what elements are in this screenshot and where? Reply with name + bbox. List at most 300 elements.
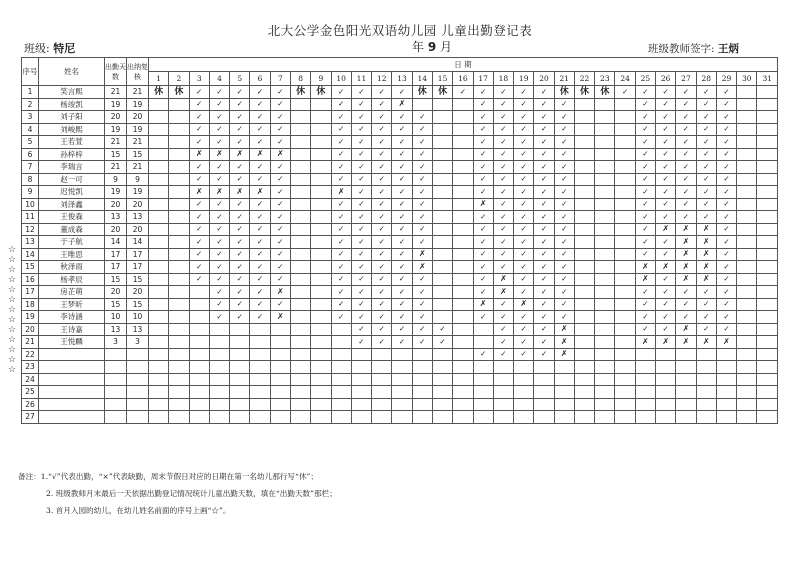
day-cell [311,148,331,161]
present-mark: ✓ [656,161,676,174]
day-cell [716,386,736,399]
present-mark: ✓ [656,198,676,211]
absent-mark: ✗ [696,336,716,349]
day-cell [169,198,189,211]
present-mark: ✓ [493,123,513,136]
present-mark: ✓ [392,198,412,211]
present-mark: ✓ [473,273,493,286]
day-cell [615,111,635,124]
present-mark: ✓ [534,111,554,124]
day-cell [149,411,169,424]
day-cell [453,198,473,211]
attendance-days-cell: 19 [105,123,127,136]
present-mark: ✓ [473,111,493,124]
seq-cell: 6 [22,148,39,161]
day-cell [432,386,452,399]
holiday-mark: 休 [311,86,331,99]
day-cell [737,261,757,274]
present-mark: ✓ [412,161,432,174]
absent-mark: ✗ [331,186,351,199]
day-cell [656,386,676,399]
present-mark: ✓ [493,323,513,336]
present-mark: ✓ [473,286,493,299]
present-mark: ✓ [716,161,736,174]
day-cell [615,311,635,324]
present-mark: ✓ [209,123,229,136]
present-mark: ✓ [412,273,432,286]
day-header: 28 [696,72,716,86]
day-cell [311,123,331,136]
present-mark: ✓ [696,186,716,199]
day-cell [149,198,169,211]
day-cell [453,236,473,249]
present-mark: ✓ [372,173,392,186]
day-cell [615,123,635,136]
present-mark: ✓ [635,248,655,261]
day-cell [574,286,594,299]
recheck-cell: 14 [127,236,149,249]
present-mark: ✓ [230,286,250,299]
present-mark: ✓ [493,348,513,361]
name-cell: 笑言熙 [39,86,105,99]
present-mark: ✓ [493,161,513,174]
present-mark: ✓ [351,111,371,124]
present-mark: ✓ [656,298,676,311]
attendance-body [22,86,778,424]
present-mark: ✓ [554,136,574,149]
present-mark: ✓ [473,223,493,236]
present-mark: ✓ [534,186,554,199]
present-mark: ✓ [696,173,716,186]
present-mark: ✓ [230,136,250,149]
name-cell: 孙梓梓 [39,148,105,161]
day-cell [432,136,452,149]
table-row [22,223,778,236]
day-cell [290,411,310,424]
day-cell [432,111,452,124]
present-mark: ✓ [351,136,371,149]
present-mark: ✓ [635,236,655,249]
day-cell [737,136,757,149]
present-mark: ✓ [473,348,493,361]
present-mark: ✓ [635,173,655,186]
name-cell: 房芷萌 [39,286,105,299]
present-mark: ✓ [372,148,392,161]
day-cell [169,98,189,111]
present-mark: ✓ [554,261,574,274]
present-mark: ✓ [514,161,534,174]
present-mark: ✓ [696,311,716,324]
name-header: 姓名 [39,58,105,86]
present-mark: ✓ [716,261,736,274]
present-mark: ✓ [250,311,270,324]
present-mark: ✓ [493,136,513,149]
absent-mark: ✗ [554,348,574,361]
name-cell: 赵一可 [39,173,105,186]
present-mark: ✓ [473,148,493,161]
present-mark: ✓ [351,298,371,311]
present-mark: ✓ [351,186,371,199]
day-cell [554,411,574,424]
present-mark: ✓ [351,323,371,336]
day-cell [737,286,757,299]
day-cell [149,173,169,186]
attendance-days-cell: 13 [105,323,127,336]
day-cell [412,361,432,374]
day-header: 7 [270,72,290,86]
absent-mark: ✗ [696,273,716,286]
day-cell [676,398,696,411]
day-header: 29 [716,72,736,86]
day-cell [311,261,331,274]
absent-mark: ✗ [250,148,270,161]
present-mark: ✓ [554,311,574,324]
absent-mark: ✗ [656,223,676,236]
day-cell [189,398,209,411]
present-mark: ✓ [331,123,351,136]
present-mark: ✓ [554,186,574,199]
present-mark: ✓ [635,98,655,111]
attendance-days-cell: 15 [105,298,127,311]
table-row [22,261,778,274]
day-cell [473,398,493,411]
seq-cell: 16 [22,273,39,286]
absent-mark: ✗ [270,148,290,161]
day-cell [656,361,676,374]
present-mark: ✓ [656,273,676,286]
present-mark: ✓ [250,161,270,174]
present-mark: ✓ [716,198,736,211]
day-cell [453,123,473,136]
day-cell [311,398,331,411]
day-cell [514,411,534,424]
day-header: 25 [635,72,655,86]
day-cell [595,248,615,261]
day-cell [169,298,189,311]
absent-mark: ✗ [230,148,250,161]
present-mark: ✓ [230,98,250,111]
present-mark: ✓ [534,348,554,361]
day-cell [230,348,250,361]
day-cell [250,336,270,349]
recheck-cell: 19 [127,98,149,111]
day-cell [149,111,169,124]
present-mark: ✓ [656,86,676,99]
day-cell [290,98,310,111]
day-cell [493,398,513,411]
day-cell [595,123,615,136]
present-mark: ✓ [412,211,432,224]
day-cell [432,98,452,111]
day-cell [149,348,169,361]
present-mark: ✓ [514,148,534,161]
day-header: 13 [392,72,412,86]
attendance-days-cell [105,348,127,361]
recheck-cell: 9 [127,173,149,186]
present-mark: ✓ [372,223,392,236]
day-cell [656,348,676,361]
day-cell [432,198,452,211]
recheck-cell [127,361,149,374]
present-mark: ✓ [372,273,392,286]
absent-mark: ✗ [412,248,432,261]
day-cell [615,398,635,411]
present-mark: ✓ [635,86,655,99]
day-cell [737,336,757,349]
present-mark: ✓ [696,286,716,299]
attendance-days-cell: 17 [105,261,127,274]
name-cell: 刘峻熙 [39,123,105,136]
present-mark: ✓ [351,211,371,224]
day-cell [432,248,452,261]
day-cell [311,348,331,361]
day-cell [311,186,331,199]
present-mark: ✓ [534,311,554,324]
attendance-days-cell: 17 [105,248,127,261]
present-mark: ✓ [514,311,534,324]
present-mark: ✓ [656,186,676,199]
present-mark: ✓ [554,98,574,111]
day-cell [432,173,452,186]
present-mark: ✓ [250,136,270,149]
present-mark: ✓ [534,298,554,311]
seq-cell: 2 [22,98,39,111]
day-cell [493,361,513,374]
day-cell [737,273,757,286]
day-cell [149,398,169,411]
day-cell [453,161,473,174]
day-cell [149,386,169,399]
day-cell [290,373,310,386]
present-mark: ✓ [412,236,432,249]
day-cell [290,211,310,224]
name-cell: 王唯思 [39,248,105,261]
present-mark: ✓ [635,311,655,324]
day-cell [737,111,757,124]
day-cell [574,173,594,186]
day-cell [169,336,189,349]
present-mark: ✓ [534,98,554,111]
day-cell [635,411,655,424]
day-cell [737,323,757,336]
day-cell [432,148,452,161]
present-mark: ✓ [189,173,209,186]
present-mark: ✓ [392,161,412,174]
present-mark: ✓ [514,198,534,211]
day-cell [716,373,736,386]
day-cell [372,373,392,386]
table-row [22,386,778,399]
day-cell [757,236,778,249]
present-mark: ✓ [676,286,696,299]
day-cell [574,348,594,361]
table-row [22,161,778,174]
day-cell [432,161,452,174]
present-mark: ✓ [392,286,412,299]
present-mark: ✓ [676,148,696,161]
day-cell [169,311,189,324]
present-mark: ✓ [331,248,351,261]
day-header: 26 [656,72,676,86]
present-mark: ✓ [392,173,412,186]
attendance-days-cell: 15 [105,273,127,286]
attendance-days-cell: 19 [105,98,127,111]
day-cell [595,161,615,174]
present-mark: ✓ [331,286,351,299]
day-cell [149,123,169,136]
day-cell [250,411,270,424]
day-cell [757,211,778,224]
recheck-cell [127,348,149,361]
day-cell [554,386,574,399]
day-cell [635,398,655,411]
present-mark: ✓ [230,298,250,311]
day-cell [534,398,554,411]
present-mark: ✓ [473,98,493,111]
month-value: 9 [427,40,437,54]
day-cell [757,373,778,386]
day-cell [432,261,452,274]
table-row [22,361,778,374]
present-mark: ✓ [696,211,716,224]
present-mark: ✓ [534,86,554,99]
day-cell [716,411,736,424]
day-cell [250,386,270,399]
present-mark: ✓ [716,98,736,111]
seq-header: 序号 [22,58,39,86]
day-cell [737,173,757,186]
present-mark: ✓ [392,223,412,236]
holiday-mark: 休 [149,86,169,99]
present-mark: ✓ [392,111,412,124]
recheck-cell: 20 [127,223,149,236]
day-cell [169,173,189,186]
day-cell [209,361,229,374]
day-cell [737,98,757,111]
present-mark: ✓ [493,261,513,274]
present-mark: ✓ [209,198,229,211]
day-cell [574,298,594,311]
day-cell [412,386,432,399]
recheck-cell: 21 [127,136,149,149]
day-cell [290,361,310,374]
absent-mark: ✗ [514,298,534,311]
day-cell [412,348,432,361]
day-cell [392,386,412,399]
present-mark: ✓ [554,298,574,311]
present-mark: ✓ [412,298,432,311]
table-row [22,111,778,124]
day-cell [574,236,594,249]
present-mark: ✓ [493,86,513,99]
day-cell [331,386,351,399]
present-mark: ✓ [716,323,736,336]
table-row [22,86,778,99]
day-cell [615,323,635,336]
table-row [22,373,778,386]
present-mark: ✓ [351,173,371,186]
absent-mark: ✗ [635,273,655,286]
recheck-cell: 15 [127,148,149,161]
present-mark: ✓ [514,136,534,149]
present-mark: ✓ [250,223,270,236]
day-cell [716,348,736,361]
day-cell [311,411,331,424]
day-cell [757,161,778,174]
present-mark: ✓ [270,223,290,236]
day-header: 6 [250,72,270,86]
day-cell [757,348,778,361]
seq-cell: 19 [22,311,39,324]
day-cell [737,186,757,199]
absent-mark: ✗ [412,261,432,274]
present-mark: ✓ [351,248,371,261]
present-mark: ✓ [412,186,432,199]
present-mark: ✓ [392,311,412,324]
present-mark: ✓ [189,98,209,111]
present-mark: ✓ [189,248,209,261]
present-mark: ✓ [392,323,412,336]
day-cell [757,323,778,336]
present-mark: ✓ [209,261,229,274]
day-header: 17 [473,72,493,86]
present-mark: ✓ [230,198,250,211]
day-cell [351,361,371,374]
present-mark: ✓ [230,236,250,249]
day-cell [290,273,310,286]
attendance-table [21,57,778,424]
present-mark: ✓ [372,261,392,274]
day-cell [230,398,250,411]
day-cell [757,273,778,286]
present-mark: ✓ [493,198,513,211]
name-cell [39,398,105,411]
day-cell [574,136,594,149]
day-cell [493,411,513,424]
present-mark: ✓ [696,136,716,149]
present-mark: ✓ [696,198,716,211]
day-cell [757,361,778,374]
day-cell [514,361,534,374]
day-cell [453,361,473,374]
day-cell [149,236,169,249]
table-row [22,348,778,361]
present-mark: ✓ [270,86,290,99]
day-cell [290,148,310,161]
day-cell [737,386,757,399]
present-mark: ✓ [514,261,534,274]
present-mark: ✓ [189,273,209,286]
day-cell [574,411,594,424]
present-mark: ✓ [716,236,736,249]
notes-section [18,468,337,519]
day-cell [615,211,635,224]
day-header: 14 [412,72,432,86]
day-cell [574,311,594,324]
day-cell [331,361,351,374]
present-mark: ✓ [331,198,351,211]
present-mark: ✓ [392,211,412,224]
present-mark: ✓ [716,86,736,99]
day-cell [635,386,655,399]
day-cell [351,386,371,399]
present-mark: ✓ [372,336,392,349]
present-mark: ✓ [635,223,655,236]
present-mark: ✓ [412,198,432,211]
day-cell [534,373,554,386]
present-mark: ✓ [351,261,371,274]
present-mark: ✓ [716,298,736,311]
